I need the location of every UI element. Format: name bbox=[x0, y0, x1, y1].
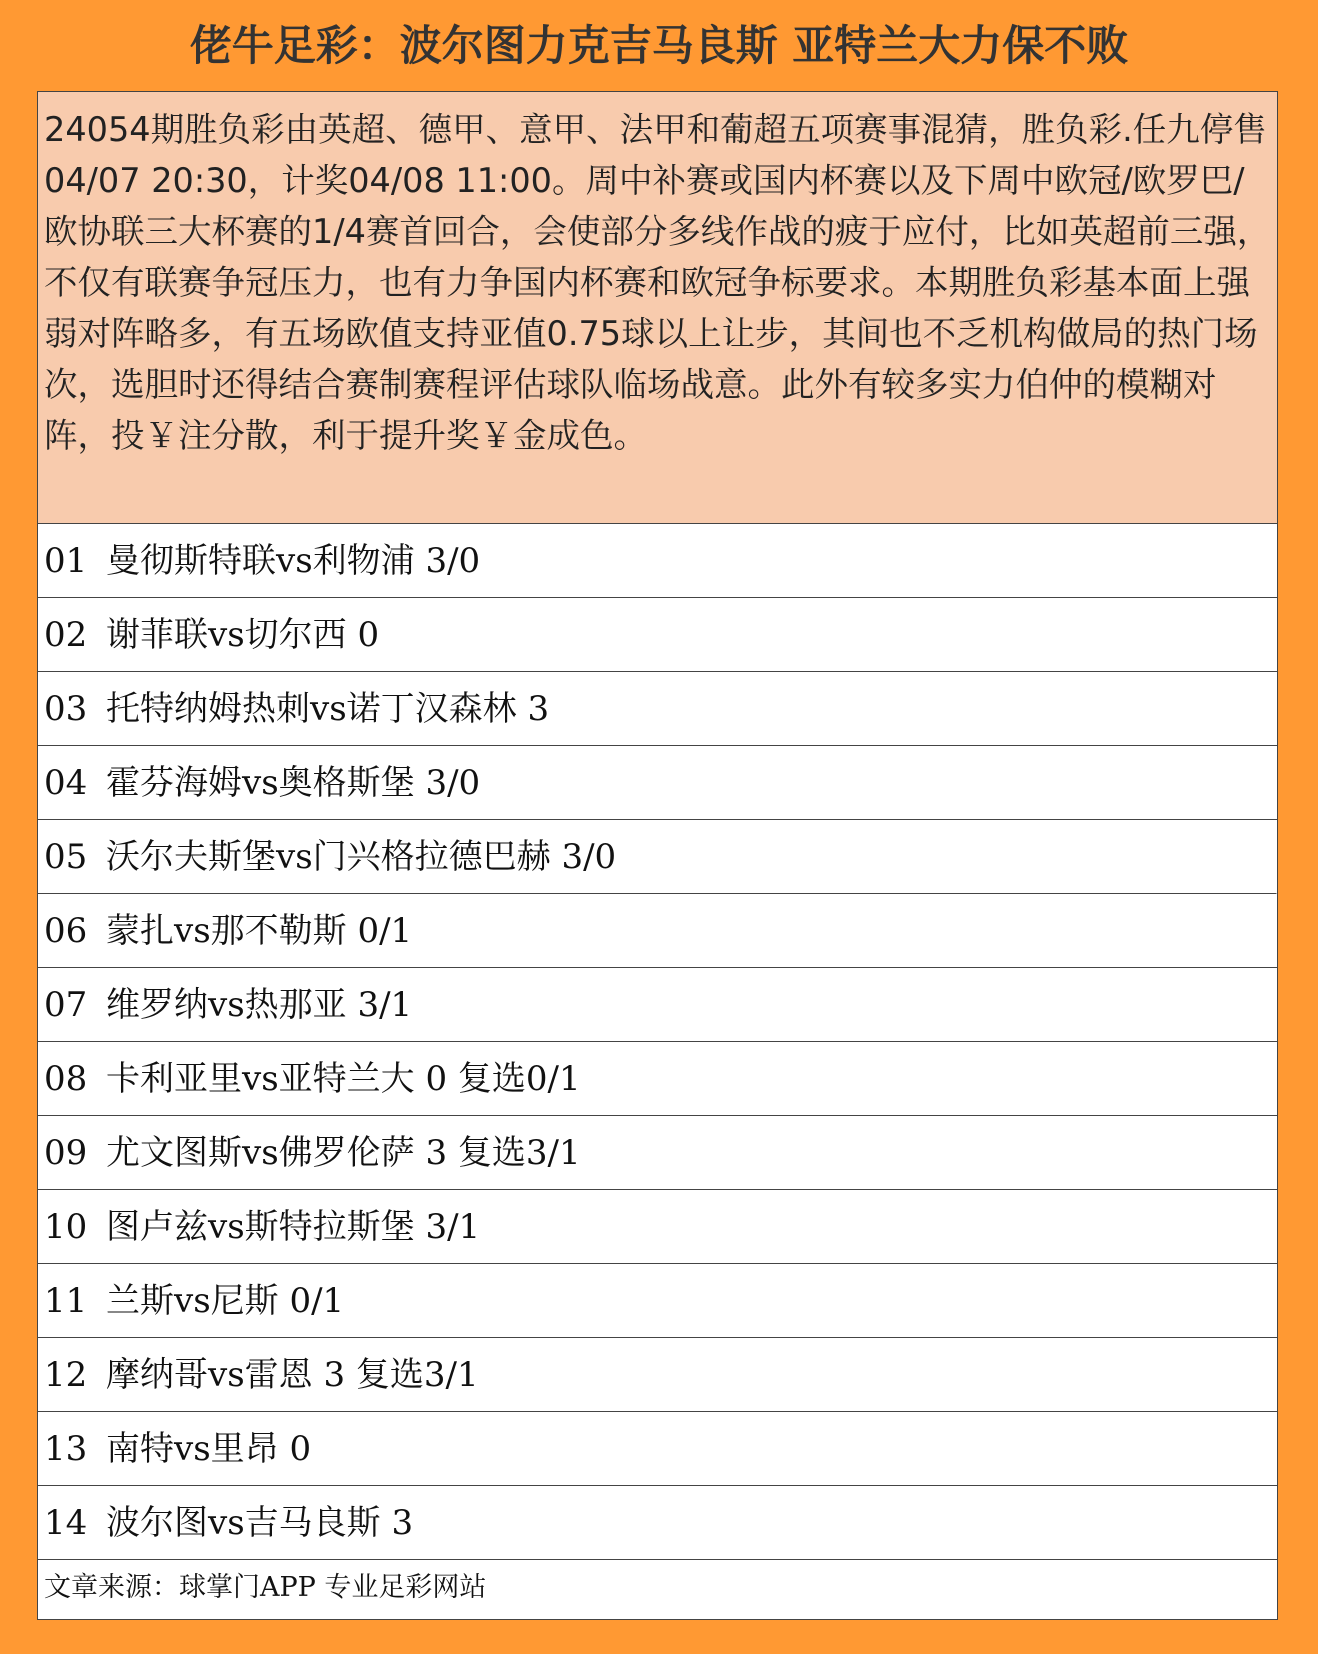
source-footer: 文章来源：球掌门APP 专业足彩网站 bbox=[44, 1572, 487, 1603]
match-row bbox=[38, 1264, 1277, 1338]
match-number: 09 bbox=[44, 1133, 88, 1173]
content-panel bbox=[37, 91, 1278, 1620]
match-list bbox=[38, 524, 1277, 1560]
match-text: 尤文图斯vs佛罗伦萨 3 复选3/1 bbox=[106, 1133, 581, 1173]
intro-paragraph: 24054期胜负彩由英超、德甲、意甲、法甲和葡超五项赛事混猜，胜负彩.任九停售04/07 20:30，计奖04/08 11:00。周中补赛或国内杯赛以及下周中欧冠/欧罗巴/欧协联三大杯赛的1/4赛首回合，会使部分多线作战的疲于应付，比如英超前三强，不仅有联赛争冠压力，也有力争国内杯赛和欧冠争标要求。本期胜负彩基本面上强弱对阵略多，有五场欧值支持亚值0.75球以上让步，其间也不乏机构做局的热门场次，选胆时还得结合赛制赛程评估球队临场战意。此外有较多实力伯仲的模糊对阵，投￥注分散，利于提升奖￥金成色。 bbox=[38, 92, 1277, 524]
match-number: 01 bbox=[44, 541, 88, 581]
match-number: 12 bbox=[44, 1355, 88, 1395]
match-text: 谢菲联vs切尔西 0 bbox=[106, 615, 380, 655]
match-text: 兰斯vs尼斯 0/1 bbox=[106, 1281, 345, 1321]
match-text: 波尔图vs吉马良斯 3 bbox=[106, 1503, 414, 1543]
match-number: 05 bbox=[44, 837, 88, 877]
match-row bbox=[38, 672, 1277, 746]
match-text: 摩纳哥vs雷恩 3 复选3/1 bbox=[106, 1355, 479, 1395]
match-row bbox=[38, 894, 1277, 968]
match-text: 南特vs里昂 0 bbox=[106, 1429, 312, 1469]
match-number: 13 bbox=[44, 1429, 88, 1469]
match-text: 托特纳姆热刺vs诺丁汉森林 3 bbox=[106, 689, 550, 729]
match-number: 07 bbox=[44, 985, 88, 1025]
match-number: 06 bbox=[44, 911, 88, 951]
match-row bbox=[38, 820, 1277, 894]
page-title: 佬牛足彩：波尔图力克吉马良斯 亚特兰大力保不败 bbox=[189, 21, 1129, 70]
match-row bbox=[38, 1412, 1277, 1486]
match-text: 蒙扎vs那不勒斯 0/1 bbox=[106, 911, 413, 951]
match-number: 10 bbox=[44, 1207, 88, 1247]
match-text: 图卢兹vs斯特拉斯堡 3/1 bbox=[106, 1207, 481, 1247]
match-text: 曼彻斯特联vs利物浦 3/0 bbox=[106, 541, 481, 581]
match-number: 02 bbox=[44, 615, 88, 655]
match-number: 11 bbox=[44, 1281, 88, 1321]
match-row bbox=[38, 1116, 1277, 1190]
match-text: 卡利亚里vs亚特兰大 0 复选0/1 bbox=[106, 1059, 581, 1099]
match-text: 沃尔夫斯堡vs门兴格拉德巴赫 3/0 bbox=[106, 837, 617, 877]
match-number: 08 bbox=[44, 1059, 88, 1099]
match-row bbox=[38, 746, 1277, 820]
match-row bbox=[38, 524, 1277, 598]
match-number: 03 bbox=[44, 689, 88, 729]
match-row bbox=[38, 968, 1277, 1042]
match-row bbox=[38, 1338, 1277, 1412]
match-row bbox=[38, 598, 1277, 672]
match-number: 14 bbox=[44, 1503, 88, 1543]
match-row bbox=[38, 1486, 1277, 1560]
match-number: 04 bbox=[44, 763, 88, 803]
match-row bbox=[38, 1042, 1277, 1116]
match-text: 维罗纳vs热那亚 3/1 bbox=[106, 985, 413, 1025]
match-text: 霍芬海姆vs奥格斯堡 3/0 bbox=[106, 763, 481, 803]
match-row bbox=[38, 1190, 1277, 1264]
